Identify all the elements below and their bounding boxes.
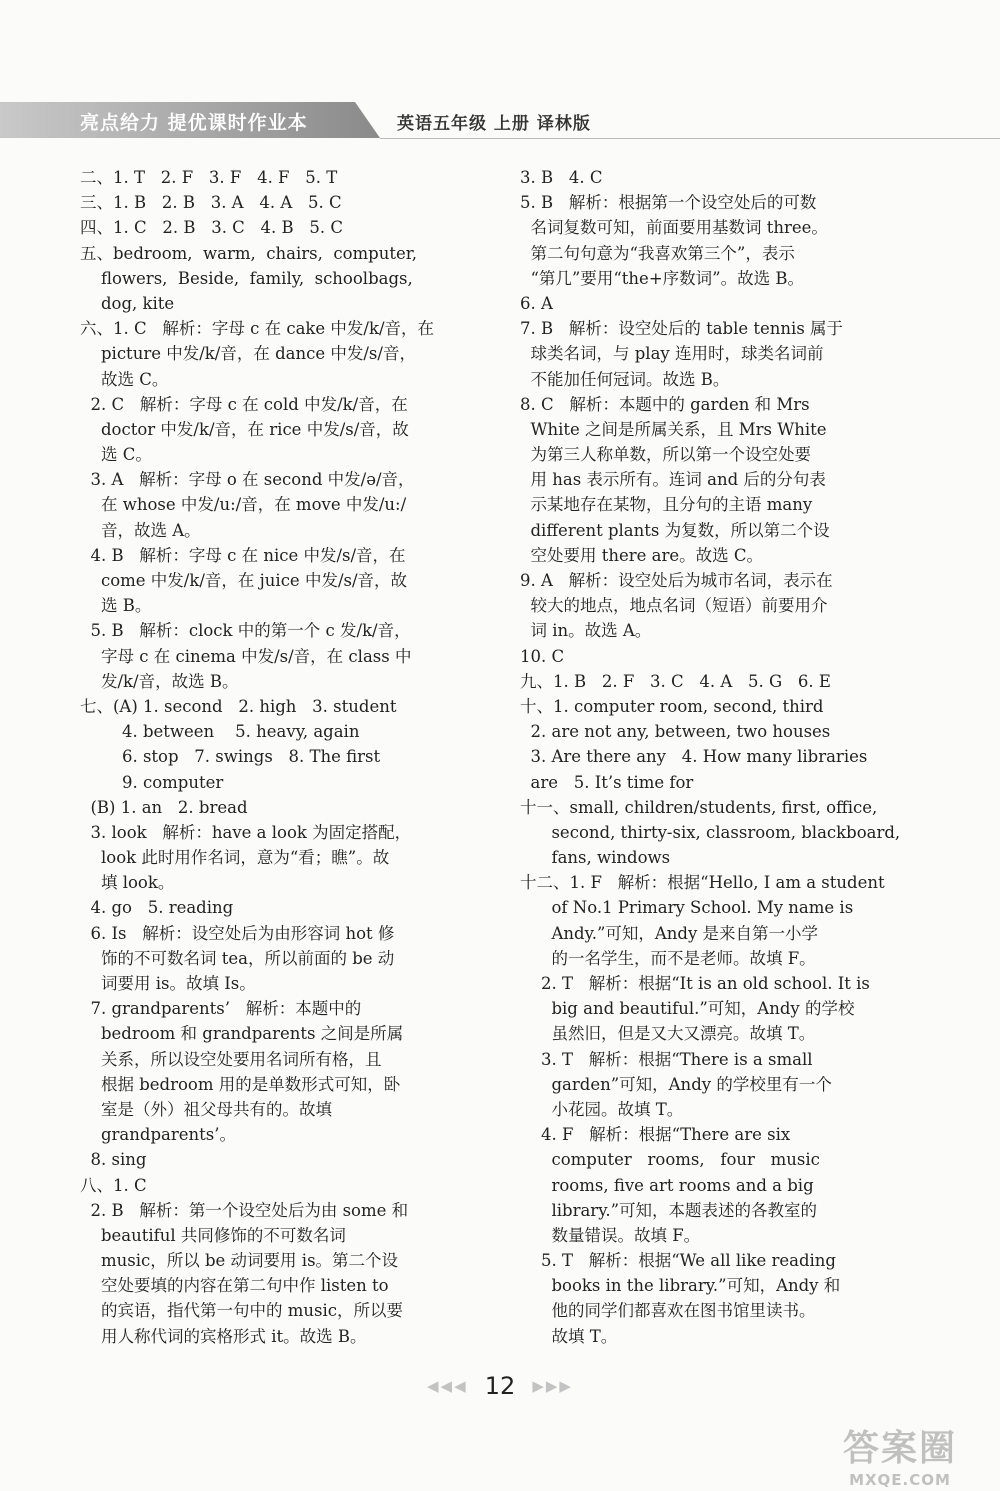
site-watermark — [810, 1420, 990, 1489]
answer-line: 饰的不可数名词 tea，所以前面的 be 动 — [80, 948, 395, 968]
answer-line: second, thirty-six, classroom, blackboard, — [520, 822, 901, 842]
answer-line: 7. grandparents’ 解析：本题中的 — [80, 999, 362, 1019]
answer-line: 在 whose 中发/u:/音，在 move 中发/u:/ — [80, 495, 407, 515]
answer-line: 二、1. T 2. F 3. F 4. F 5. T — [80, 168, 338, 187]
answer-line: of No.1 Primary School. My name is — [520, 898, 854, 918]
answer-line: 九、1. B 2. F 3. C 4. A 5. G 6. E — [520, 671, 831, 691]
answer-line: computer rooms, four music — [520, 1150, 820, 1170]
answer-line: 根据 bedroom 用的是单数形式可知，卧 — [80, 1074, 401, 1094]
answer-line: 2. C 解析：字母 c 在 cold 中发/k/音，在 — [80, 394, 408, 414]
answer-line: 5. B 解析：clock 中的第一个 c 发/k/音， — [80, 621, 411, 641]
answer-line: dog, kite — [80, 293, 175, 313]
answer-line: (B) 1. an 2. bread — [80, 797, 248, 817]
answer-line: grandparents’。 — [80, 1125, 236, 1145]
answer-line: 十、1. computer room, second, third — [520, 696, 824, 716]
answer-line: 用人称代词的宾格形式 it。故选 B。 — [80, 1326, 367, 1346]
answer-column-left — [80, 165, 485, 1349]
answer-line: 六、1. C 解析：字母 c 在 cake 中发/k/音，在 — [80, 319, 435, 339]
answer-line: 字母 c 在 cinema 中发/s/音，在 class 中 — [80, 646, 412, 666]
answer-line: 七、(A) 1. second 2. high 3. student — [80, 696, 397, 716]
book-series-title: 亮点给力 提优课时作业本 — [80, 112, 308, 134]
answer-line: music，所以 be 动词要用 is。第二个设 — [80, 1251, 399, 1271]
page-header — [0, 100, 1000, 142]
answer-line: 4. F 解析：根据“There are six — [520, 1125, 791, 1145]
answer-line: White 之间是所属关系，且 Mrs White — [520, 419, 827, 439]
answer-line: 2. are not any, between, two houses — [520, 722, 831, 742]
answer-line: 空处要填的内容在第二句中作 listen to — [80, 1276, 389, 1296]
answer-line: 4. between 5. heavy, again — [80, 722, 360, 742]
answer-line: 名词复数可知，前面要用基数词 three。 — [520, 218, 828, 238]
page-number: 12 — [484, 1372, 516, 1400]
answer-line: books in the library.”可知，Andy 和 — [520, 1276, 841, 1296]
answer-line: 3. A 解析：字母 o 在 second 中发/ə/音， — [80, 470, 415, 490]
watermark-url: MXQE.COM — [849, 1471, 951, 1489]
answer-line: 选 B。 — [80, 596, 152, 616]
answer-line: 3. B 4. C — [520, 168, 603, 187]
answer-line: 3. T 解析：根据“There is a small — [520, 1049, 813, 1069]
answer-column-right — [520, 165, 920, 1349]
answer-line: are 5. It’s time for — [520, 772, 694, 792]
answer-line: library.”可知，本题表述的各教室的 — [520, 1200, 818, 1220]
answer-line: 选 C。 — [80, 445, 152, 465]
answer-line: 8. sing — [80, 1150, 147, 1170]
answer-line: 不能加任何冠词。故选 B。 — [520, 369, 730, 389]
answer-line: 3. look 解析：have a look 为固定搭配， — [80, 822, 412, 842]
answer-line: 4. go 5. reading — [80, 898, 234, 918]
answer-line: 音，故选 A。 — [80, 520, 201, 540]
answer-line: 6. stop 7. swings 8. The first — [80, 747, 381, 767]
answer-line: 用 has 表示所有。连词 and 后的分句表 — [520, 470, 826, 490]
answer-line: 2. T 解析：根据“It is an old school. It is — [520, 974, 870, 993]
answer-line: 空处要用 there are。故选 C。 — [520, 545, 764, 565]
prev-arrows-icon: ◀◀◀ — [427, 1377, 468, 1395]
book-subject-info: 英语五年级 上册 译林版 — [397, 114, 591, 134]
answer-line: picture 中发/k/音，在 dance 中发/s/音， — [80, 344, 416, 364]
answer-line: 球类名词，与 play 连用时，球类名词前 — [520, 344, 824, 364]
answer-line: look 此时用作名词，意为“看；瞧”。故 — [80, 848, 390, 868]
answer-line: 9. A 解析：设空处后为城市名词，表示在 — [520, 571, 833, 590]
answer-line: Andy.”可知，Andy 是来自第一小学 — [520, 923, 819, 943]
answer-line: 的一名学生，而不是老师。故填 F。 — [520, 948, 816, 968]
watermark-logo-text: 答案圈 — [842, 1428, 957, 1469]
answer-line: fans, windows — [520, 848, 671, 868]
answer-line: 虽然旧，但是又大又漂亮。故填 T。 — [520, 1024, 816, 1044]
answer-line: 十二、1. F 解析：根据“Hello, I am a student — [520, 873, 885, 893]
next-arrows-icon: ▶▶▶ — [532, 1377, 573, 1395]
answer-line: rooms, five art rooms and a big — [520, 1175, 814, 1195]
answer-line: 4. B 解析：字母 c 在 nice 中发/s/音，在 — [80, 545, 406, 565]
answer-line: 数量错误。故填 F。 — [520, 1225, 701, 1245]
answer-line: 6. Is 解析：设空处后为由形容词 hot 修 — [80, 923, 395, 943]
answer-line: 三、1. B 2. B 3. A 4. A 5. C — [80, 193, 342, 213]
answer-line: different plants 为复数，所以第二个设 — [520, 520, 830, 540]
answer-line: 较大的地点，地点名词（短语）前要用介 — [520, 596, 828, 616]
answer-line: big and beautiful.”可知，Andy 的学校 — [520, 999, 855, 1019]
page-footer — [0, 1372, 1000, 1400]
answer-line: 故填 T。 — [520, 1326, 618, 1346]
header-rule — [380, 138, 1000, 139]
answer-line: 第二句句意为“我喜欢第三个”，表示 — [520, 243, 795, 263]
answer-line: “第几”要用“the+序数词”。故选 B。 — [520, 268, 804, 288]
answer-line: 5. B 解析：根据第一个设空处后的可数 — [520, 193, 817, 213]
answer-line: 八、1. C — [80, 1175, 147, 1195]
answer-line: flowers, Beside, family, schoolbags, — [80, 268, 413, 288]
answer-line: 7. B 解析：设空处后的 table tennis 属于 — [520, 319, 844, 339]
answer-line: 的宾语，指代第一句中的 music，所以要 — [80, 1301, 403, 1321]
answer-line: 四、1. C 2. B 3. C 4. B 5. C — [80, 218, 344, 238]
answer-line: 词要用 is。故填 Is。 — [80, 974, 256, 993]
answer-line: 10. C — [520, 646, 565, 666]
answer-line: come 中发/k/音，在 juice 中发/s/音，故 — [80, 571, 408, 590]
answer-line: beautiful 共同修饰的不可数名词 — [80, 1225, 346, 1245]
answer-line: 他的同学们都喜欢在图书馆里读书。 — [520, 1301, 816, 1321]
answer-line: 词 in。故选 A。 — [520, 621, 652, 641]
answer-line: 发/k/音，故选 B。 — [80, 671, 239, 691]
answer-line: 五、bedroom, warm, chairs, computer, — [80, 243, 418, 263]
answer-line: 2. B 解析：第一个设空处后为由 some 和 — [80, 1200, 409, 1220]
answer-line: 关系，所以设空处要用名词所有格，且 — [80, 1049, 382, 1069]
answer-line: 故选 C。 — [80, 369, 169, 389]
answer-line: bedroom 和 grandparents 之间是所属 — [80, 1024, 404, 1044]
answer-line: doctor 中发/k/音，在 rice 中发/s/音，故 — [80, 419, 409, 439]
answer-line: 3. Are there any 4. How many libraries — [520, 747, 868, 767]
answer-line: 5. T 解析：根据“We all like reading — [520, 1251, 836, 1271]
answer-line: garden”可知，Andy 的学校里有一个 — [520, 1074, 832, 1094]
answer-line: 填 look。 — [80, 873, 175, 893]
answer-line: 小花园。故填 T。 — [520, 1099, 684, 1119]
answer-line: 示某地存在某物，且分句的主语 many — [520, 495, 813, 515]
answer-line: 9. computer — [80, 772, 224, 792]
answer-line: 为第三人称单数，所以第一个设空处要 — [520, 445, 811, 465]
answer-line: 室是（外）祖父母共有的。故填 — [80, 1099, 332, 1119]
answer-line: 6. A — [520, 293, 553, 313]
answer-line: 8. C 解析：本题中的 garden 和 Mrs — [520, 394, 810, 414]
answer-line: 十一、small, children/students, first, office, — [520, 797, 878, 817]
